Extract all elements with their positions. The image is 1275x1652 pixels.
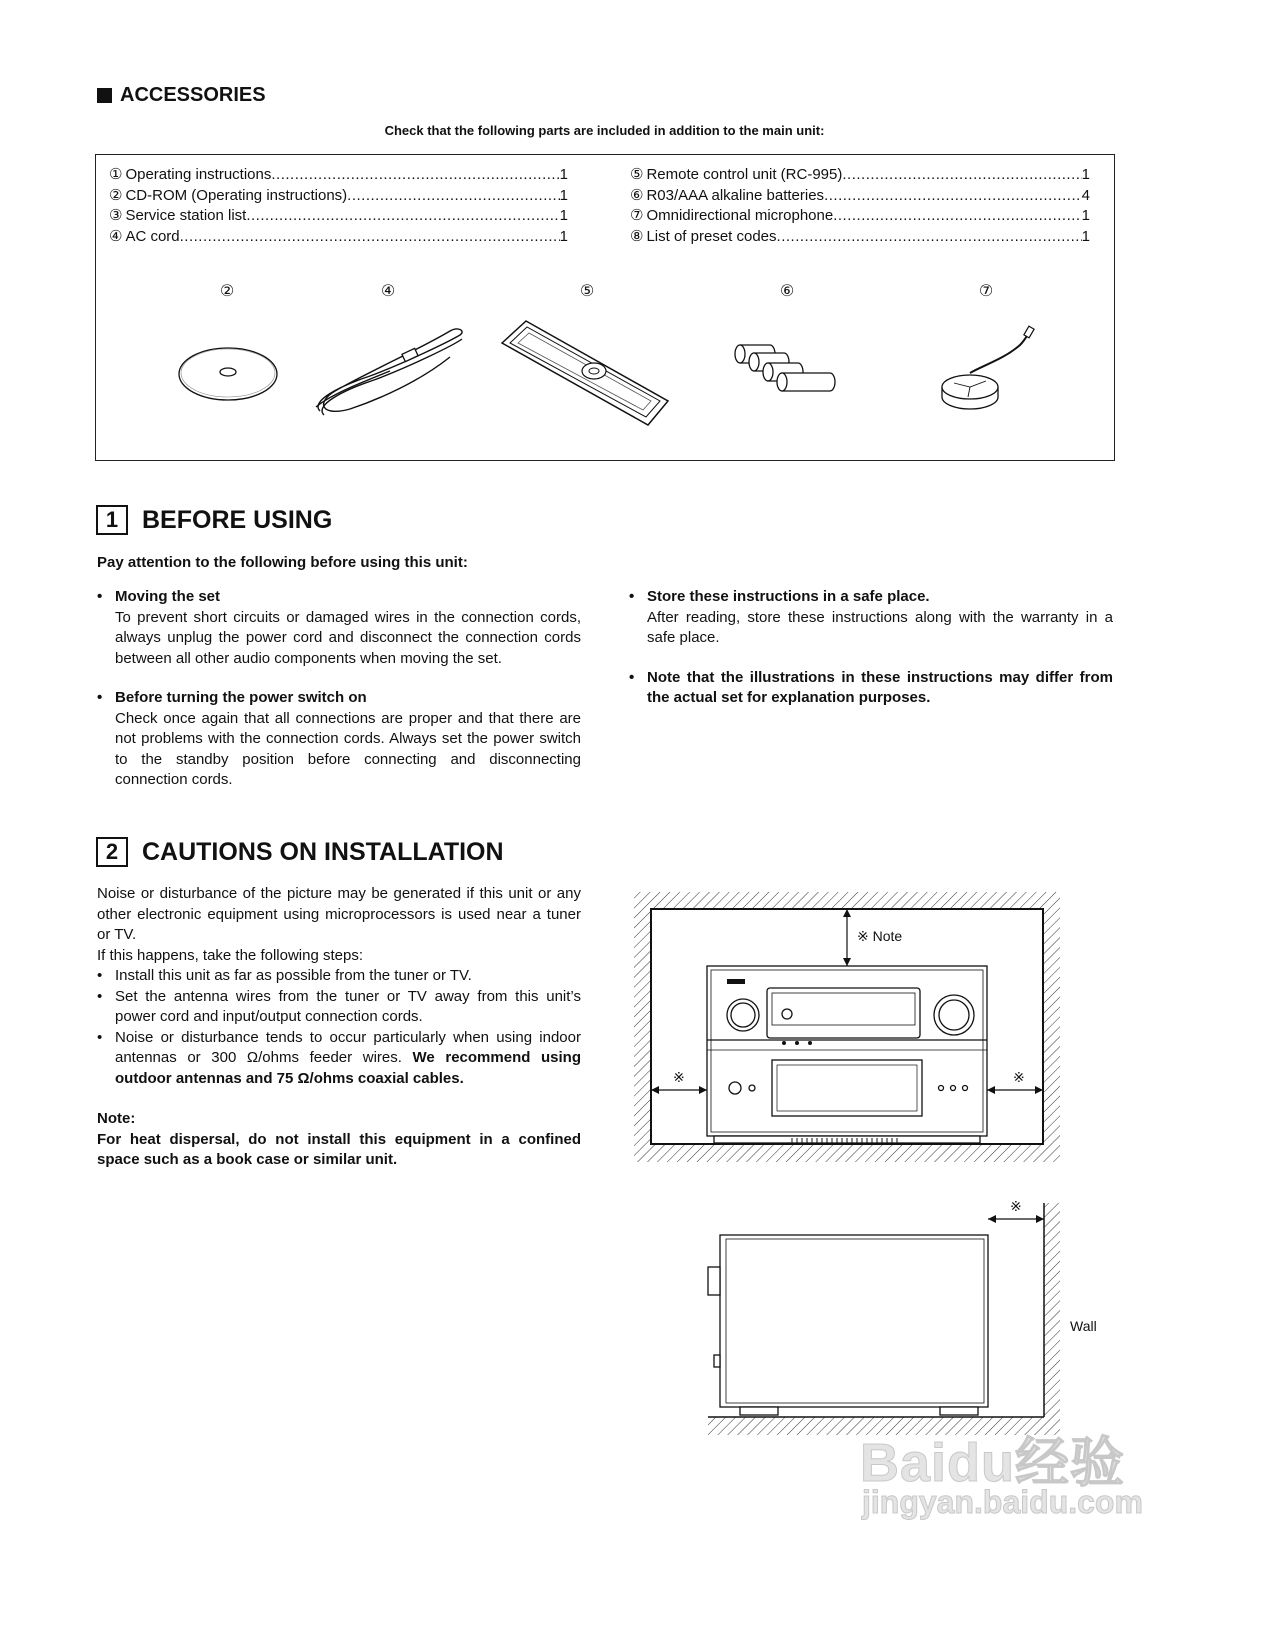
power-switch-item [97, 688, 581, 791]
accessory-number: ④ [109, 227, 123, 245]
batteries-illustration [730, 339, 842, 407]
accessory-name [109, 227, 180, 248]
bullet: • [97, 1028, 103, 1046]
accessory-row [630, 186, 1090, 207]
item-heading: Store these instructions in a safe place. [647, 588, 930, 605]
watermark-url: jingyan.baidu.com [862, 1484, 1143, 1520]
accessory-number: ⑤ [630, 166, 644, 183]
accessory-label: CD-ROM (Operating instructions) [125, 186, 348, 204]
bullet: • [97, 967, 103, 984]
accessories-list-right [630, 165, 1090, 247]
bullet: • [97, 588, 103, 605]
accessory-number: ⑦ [630, 207, 644, 224]
bullet: • [97, 987, 103, 1005]
square-bullet-icon [97, 88, 112, 103]
item-heading: Note that the illustrations in these instructions may differ from the actual set for explanation purposes. [647, 668, 1113, 706]
note-text: For heat dispersal, do not install this equipment in a confined space such as a book case or similar unit. [97, 1130, 581, 1168]
accessory-row [109, 165, 568, 186]
accessory-number: ① [109, 166, 123, 183]
fig-note-label: ※ Note [857, 928, 903, 944]
bullet: • [97, 689, 103, 706]
before-using-intro: Pay attention to the following before using this unit: [97, 554, 468, 571]
illustrations-note-item [629, 668, 1113, 709]
accessory-label: R03/AAA alkaline batteries [646, 186, 825, 204]
accessory-quantity: 1 [1081, 166, 1090, 183]
accessory-row [109, 206, 568, 227]
before-using-title: BEFORE USING [142, 505, 333, 534]
accessory-number: ⑧ [630, 227, 644, 245]
accessory-name [630, 206, 833, 227]
accessory-label: AC cord [125, 227, 180, 245]
fig-left-mark: ※ [673, 1069, 685, 1085]
fig-side-mark: ※ [1010, 1198, 1022, 1214]
illustration-label-ac-cord: ④ [380, 283, 396, 300]
note-label: Note: [97, 1110, 136, 1127]
accessory-label: List of preset codes [646, 227, 777, 245]
accessory-name [630, 227, 777, 248]
illustration-label-batteries: ⑥ [779, 283, 795, 300]
front-clearance-diagram [632, 890, 1062, 1165]
microphone-illustration [934, 325, 1054, 417]
illustration-label-remote: ⑤ [579, 283, 595, 300]
accessories-box [95, 154, 1115, 461]
accessory-quantity: 1 [559, 207, 568, 224]
installation-bullet-3: • Noise or disturbance tends to occur particularly when using indoor antennas or 300 Ω/ohms feeder wires. We recommend using outdoor antennas and 75 Ω/ohms coaxial cables. [97, 1028, 582, 1087]
accessory-row [630, 165, 1090, 186]
installation-title: CAUTIONS ON INSTALLATION [142, 837, 504, 866]
accessories-intro: Check that the following parts are included in addition to the main unit: [384, 123, 825, 138]
remote-illustration [496, 313, 672, 433]
accessory-name [630, 186, 824, 207]
cdrom-illustration [176, 343, 280, 405]
accessories-list-left [109, 165, 568, 247]
installation-bullet-2: • Set the antenna wires from the tuner or TV away from this unit’s power cord and input/output connection cords. [97, 987, 581, 1025]
accessory-name [109, 186, 347, 207]
before-using-right-column [629, 587, 1113, 709]
item-text: To prevent short circuits or damaged wires in the connection cords, always unplug the power cord and disconnect the connection cords between all other audio components when moving the set. [115, 608, 581, 667]
accessory-label: Omnidirectional microphone [646, 207, 834, 224]
leader-dots [777, 227, 1082, 248]
leader-dots [347, 186, 559, 207]
accessory-number: ② [109, 186, 123, 204]
section-number-box: 1 [96, 505, 128, 535]
item-heading: Before turning the power switch on [115, 689, 367, 706]
illustration-label-cdrom: ② [219, 283, 235, 300]
side-clearance-diagram [700, 1195, 1120, 1440]
leader-dots [842, 165, 1081, 186]
bullet: • [629, 668, 635, 686]
bullet: • [629, 588, 635, 605]
accessory-name [109, 206, 246, 227]
accessory-row [109, 227, 568, 248]
accessories-title: ACCESSORIES [97, 84, 266, 107]
leader-dots [246, 206, 559, 227]
ac-cord-illustration [310, 321, 466, 421]
accessory-label: Operating instructions [125, 166, 272, 183]
leader-dots [824, 186, 1082, 207]
before-using-left-column [97, 587, 581, 791]
item-heading: Moving the set [115, 588, 221, 605]
accessory-quantity: 1 [559, 227, 568, 245]
accessory-label: Remote control unit (RC-995) [646, 166, 843, 183]
accessory-number: ③ [109, 207, 123, 224]
installation-para2: If this happens, take the following steps: [97, 946, 363, 964]
wall-label: Wall [1070, 1318, 1097, 1334]
accessory-row [630, 227, 1090, 248]
watermark-logo-text: Baidu经验 [860, 1433, 1126, 1493]
leader-dots [180, 227, 560, 248]
accessory-name [109, 165, 271, 186]
accessory-quantity: 1 [559, 186, 568, 204]
item-text: After reading, store these instructions along with the warranty in a safe place. [647, 608, 1113, 646]
accessory-quantity: 1 [1081, 207, 1090, 224]
moving-the-set-item [97, 587, 581, 669]
illustration-label-microphone: ⑦ [978, 283, 994, 300]
accessory-quantity: 1 [1081, 227, 1090, 245]
accessory-label: Service station list [125, 207, 247, 224]
installation-bullet-1: • Install this unit as far as possible from the tuner or TV. [97, 966, 581, 987]
accessory-row [630, 206, 1090, 227]
section-number-box: 2 [96, 837, 128, 867]
fig-right-mark: ※ [1013, 1069, 1025, 1085]
accessory-quantity: 4 [1081, 186, 1090, 204]
accessory-row [109, 186, 568, 207]
item-text: Check once again that all connections are proper and that there are not problems with the connection cords. Always set the power switch to the standby position before connecting and disconnecting connection cords. [115, 709, 581, 788]
installation-para1: Noise or disturbance of the picture may be generated if this unit or any other electronic equipment using microprocessors is used near a tuner or TV. [97, 885, 581, 943]
accessory-name [630, 165, 842, 186]
leader-dots [271, 165, 559, 186]
accessory-number: ⑥ [630, 186, 644, 204]
accessory-quantity: 1 [559, 166, 568, 183]
installation-text [97, 884, 581, 1171]
leader-dots [833, 206, 1081, 227]
before-using-heading [96, 505, 332, 535]
store-instructions-item [629, 587, 1113, 649]
installation-heading [96, 837, 504, 867]
